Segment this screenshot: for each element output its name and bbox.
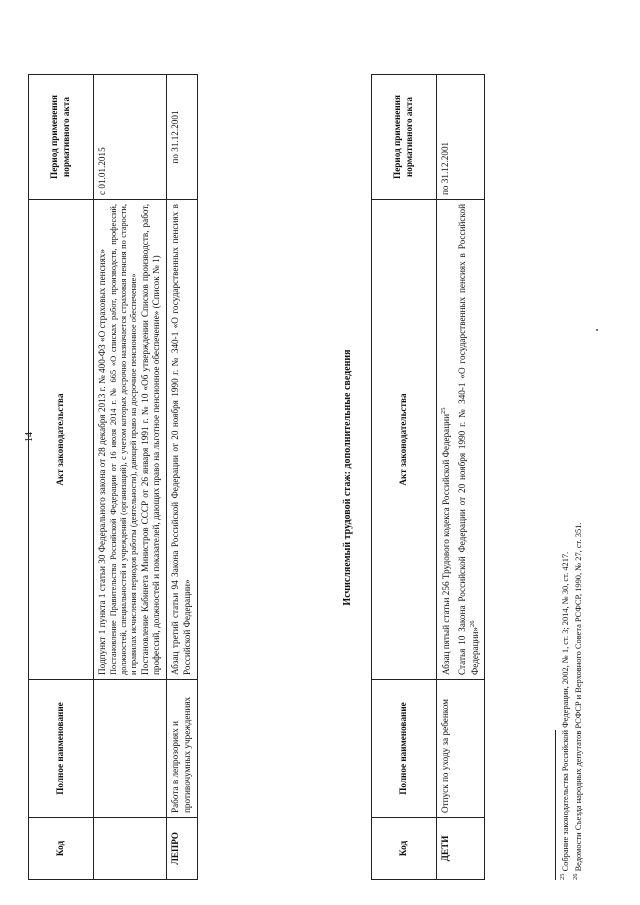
footnote-text: Ведомости Съезда народных депутатов РСФСР и Верховного Совета РСФСР, 1990, № 27, ст. 351. <box>573 522 583 872</box>
footnote-ref: 25 <box>440 407 447 414</box>
header-act: Акт законодательства <box>29 200 94 680</box>
row-period: по 31.12.2001 <box>437 75 485 200</box>
act-paragraph: Постановление Кабинета Министров СССР от 26 января 1991 г. № 10 «Об утверждении Списков производств, работ, профессий, должностей и показателей, дающих право на льготное пенсионное обеспечение» (Список № 1) <box>139 204 162 675</box>
act-paragraph <box>457 204 482 675</box>
footnote-number: 26 <box>571 873 579 880</box>
page-number: 14 <box>24 432 35 442</box>
footnote <box>572 75 585 880</box>
table-header-row <box>372 75 437 880</box>
row-act <box>94 200 167 680</box>
row-name <box>94 680 167 818</box>
row-name: Отпуск по уходу за ребенком <box>437 680 485 818</box>
row-act <box>167 200 198 680</box>
act-text: Статья 10 Закона Российской Федерации от 20 ноября 1990 г. № 340-1 «О государственных пенсиях в Российской Федерации» <box>456 204 480 675</box>
table-header-row <box>29 75 94 880</box>
work-conditions-table <box>28 74 198 880</box>
rotated-page-content <box>28 20 608 880</box>
scan-speck <box>596 329 598 331</box>
act-paragraph <box>440 204 453 675</box>
footnotes <box>559 75 584 880</box>
header-period: Период применения нормативного акта <box>29 75 94 200</box>
header-name: Полное наименование <box>372 680 437 818</box>
table-row <box>94 75 167 880</box>
row-name: Работа в лепрозориях и противочумных учреждениях <box>167 680 198 818</box>
header-code: Код <box>29 818 94 880</box>
table-row <box>167 75 198 880</box>
act-paragraph: Абзац третий статьи 94 Закона Российской Федерации от 20 ноября 1990 г. № 340-1 «О государственных пенсиях в Российской Федерации» <box>170 204 192 675</box>
header-name: Полное наименование <box>29 680 94 818</box>
row-period: с 01.01.2015 <box>94 75 167 200</box>
row-period: по 31.12.2001 <box>167 75 198 200</box>
row-act <box>437 200 485 680</box>
row-code: ЛЕПРО <box>167 818 198 880</box>
row-code: ДЕТИ <box>437 818 485 880</box>
row-code <box>94 818 167 880</box>
act-text: Абзац пятый статьи 256 Трудового кодекса Российской Федерации <box>441 413 452 675</box>
footnote-ref: 26 <box>468 620 476 628</box>
footnote-divider <box>555 730 556 880</box>
footnote-number: 25 <box>559 873 566 880</box>
footnote <box>559 75 572 880</box>
header-period: Период применения нормативного акта <box>372 75 437 200</box>
act-paragraph: Постановление Правительства Российской Федерации от 16 июля 2014 г. № 665 «О списках работ, производств, профессий, должностей, специальностей и учреждений (организаций), с учетом которых досрочно назначается страховая пенсия по старости, и правилах исчисления периодов работы (деятельности), дающей право на досрочное пенсионное обеспечение» <box>108 204 139 675</box>
table-row <box>437 75 485 880</box>
footnote-text: Собрание законодательства Российской Федерации, 2002, № 1, ст. 3; 2014, № 30, ст. 4217. <box>560 551 570 872</box>
header-code: Код <box>372 818 437 880</box>
section-title: Исчисляемый трудовой стаж: дополнительные сведения <box>342 349 353 606</box>
additional-info-table <box>371 74 485 880</box>
header-act: Акт законодательства <box>372 200 437 680</box>
act-paragraph: Подпункт 1 пункта 1 статьи 30 Федерального закона от 28 декабря 2013 г. № 400-ФЗ «О страховых пенсиях» <box>97 249 107 675</box>
